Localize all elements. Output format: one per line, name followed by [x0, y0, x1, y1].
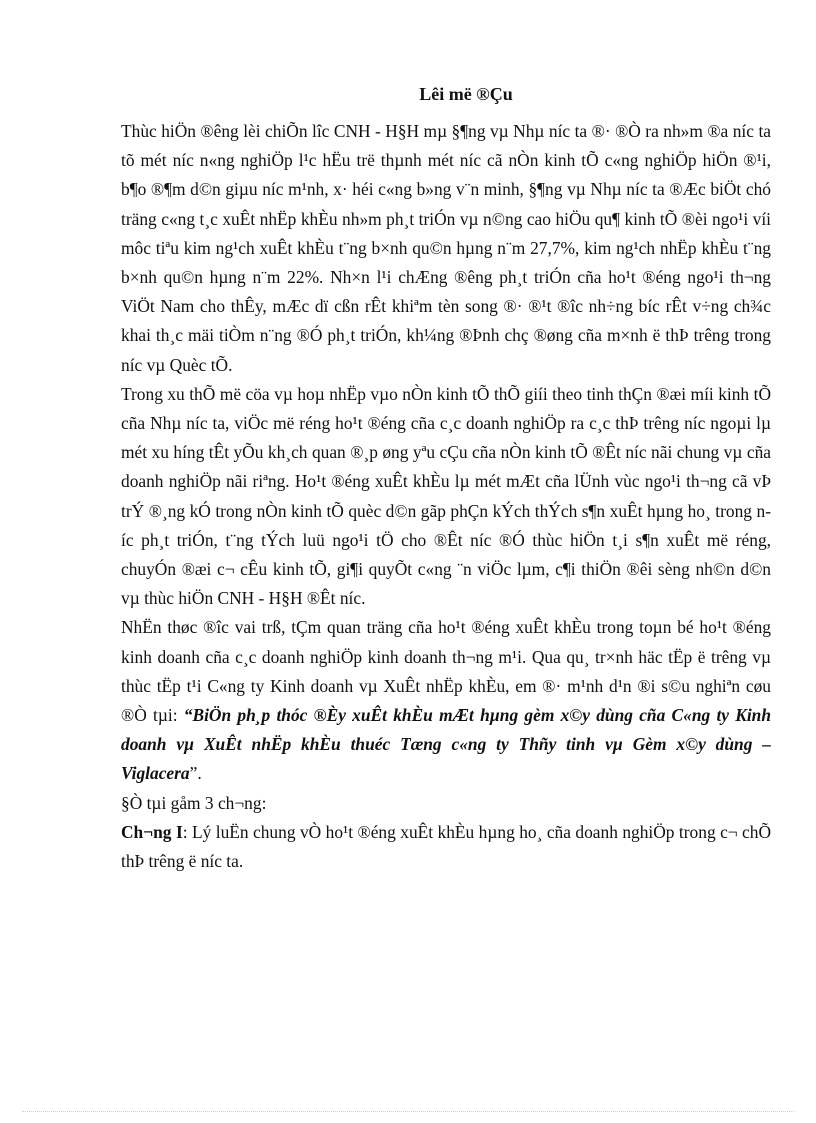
thesis-topic-title: “BiÖn ph¸p thóc ®Èy xuÊt khÈu mÆt hµng gèm x©y dùng cña C«ng ty Kinh doanh vµ XuÊt nhËp khÈu thuéc Tæng c«ng ty Thñy tinh vµ Gèm x©y dùng – Viglacera: [121, 705, 772, 784]
page-bottom-divider: [22, 1111, 794, 1112]
document-title: Lêi më ®Çu: [419, 84, 513, 104]
paragraph-chapter-1: [121, 818, 771, 876]
chapter-1-text: : Lý luËn chung vÒ ho¹t ®éng xuÊt khÈu hµng ho¸ cña doanh nghiÖp trong c¬ chÕ thÞ trêng ë níc ta.: [121, 821, 771, 872]
chapter-1-label: Ch¬ng I: [121, 821, 183, 842]
paragraph-context: Trong xu thÕ më cöa vµ hoµ nhËp vµo nÒn kinh tÕ thÕ giíi theo tinh thÇn ®æi míi kinh tÕ cña Nhµ níc ta, viÖc më réng ho¹t ®éng cña c¸c doanh nghiÖp ra c¸c thÞ trêng níc ngoµi lµ mét xu híng tÊt yÕu kh¸ch quan ®¸p øng yªu cÇu cña nÒn kinh tÕ ®Êt níc nãi chung vµ cña doanh nghiÖp nãi riªng. Ho¹t ®éng xuÊt khÈu lµ mét mÆt cña lÜnh vùc ngo¹i th¬ng cã vÞ trÝ ®¸ng kÓ trong nÒn kinh tÕ quèc d©n gãp phÇn kÝch thÝch s¶n xuÊt hµng ho¸ trong níc ph¸t triÓn, t¨ng tÝch luü ngo¹i tÖ cho ®Êt níc ®Ó thùc hiÖn t¸i s¶n xuÊt më réng, chuyÓn ®æi c¬ cÊu kinh tÕ, gi¶i quyÕt c«ng ¨n viÖc lµm, c¶i thiÖn ®êi sèng nh©n d©n vµ thùc hiÖn CNH - H§H ®Êt níc.: [121, 383, 771, 609]
paragraph-topic-end: ”.: [189, 763, 202, 784]
document-body: [121, 79, 771, 876]
paragraph-structure: §Ò tµi gåm 3 ch¬ng:: [121, 792, 267, 813]
paragraph-topic: [121, 613, 771, 788]
paragraph-topic-text: NhËn thøc ®îc vai trß, tÇm quan träng cña ho¹t ®éng xuÊt khÈu trong toµn bé ho¹t ®éng kinh doanh cña c¸c doanh nghiÖp kinh doanh th¬ng m¹i. Qua qu¸ tr×nh häc tËp ë trêng vµ thùc tËp t¹i C«ng ty Kinh doanh vµ XuÊt nhËp khÈu, em ®· m¹nh d¹n ®i s©u nghiªn cøu ®Ò tµi:: [121, 617, 771, 726]
paragraph-intro: Thùc hiÖn ®êng lèi chiÕn lîc CNH - H§H mµ §¶ng vµ Nhµ níc ta ®· ®Ò ra nh»m ®a níc ta tõ mét níc n«ng nghiÖp l¹c hËu trë thµnh mét níc cã nÒn kinh tÕ c«ng nghiÖp hiÖn ®¹i, b¶o ®¶m d©n giµu níc m¹nh, x· héi c«ng b»ng v¨n minh, §¶ng vµ Nhµ níc ta ®Æc biÖt chó träng c«ng t¸c xuÊt nhËp khÈu nh»m ph¸t triÓn vµ n©ng cao hiÖu qu¶ kinh tÕ ®èi ngo¹i víi môc tiªu kim ng¹ch xuÊt khÈu t¨ng b×nh qu©n hµng n¨m 27,7%, kim ng¹ch nhËp khÈu t¨ng b×nh qu©n hµng n¨m 22%. Nh×n l¹i chÆng ®êng ph¸t triÓn cña ho¹t ®éng ngo¹i th¬ng ViÖt Nam cho thÊy, mÆc dï cßn rÊt khiªm tèn song ®· ®¹t ®îc nh÷ng bíc rÊt v÷ng ch¾c khai th¸c mäi tiÒm n¨ng ®Ó ph¸t triÓn, kh¼ng ®Þnh chç ®øng cña m×nh ë thÞ trêng trong níc vµ Quèc tÕ.: [121, 121, 771, 375]
